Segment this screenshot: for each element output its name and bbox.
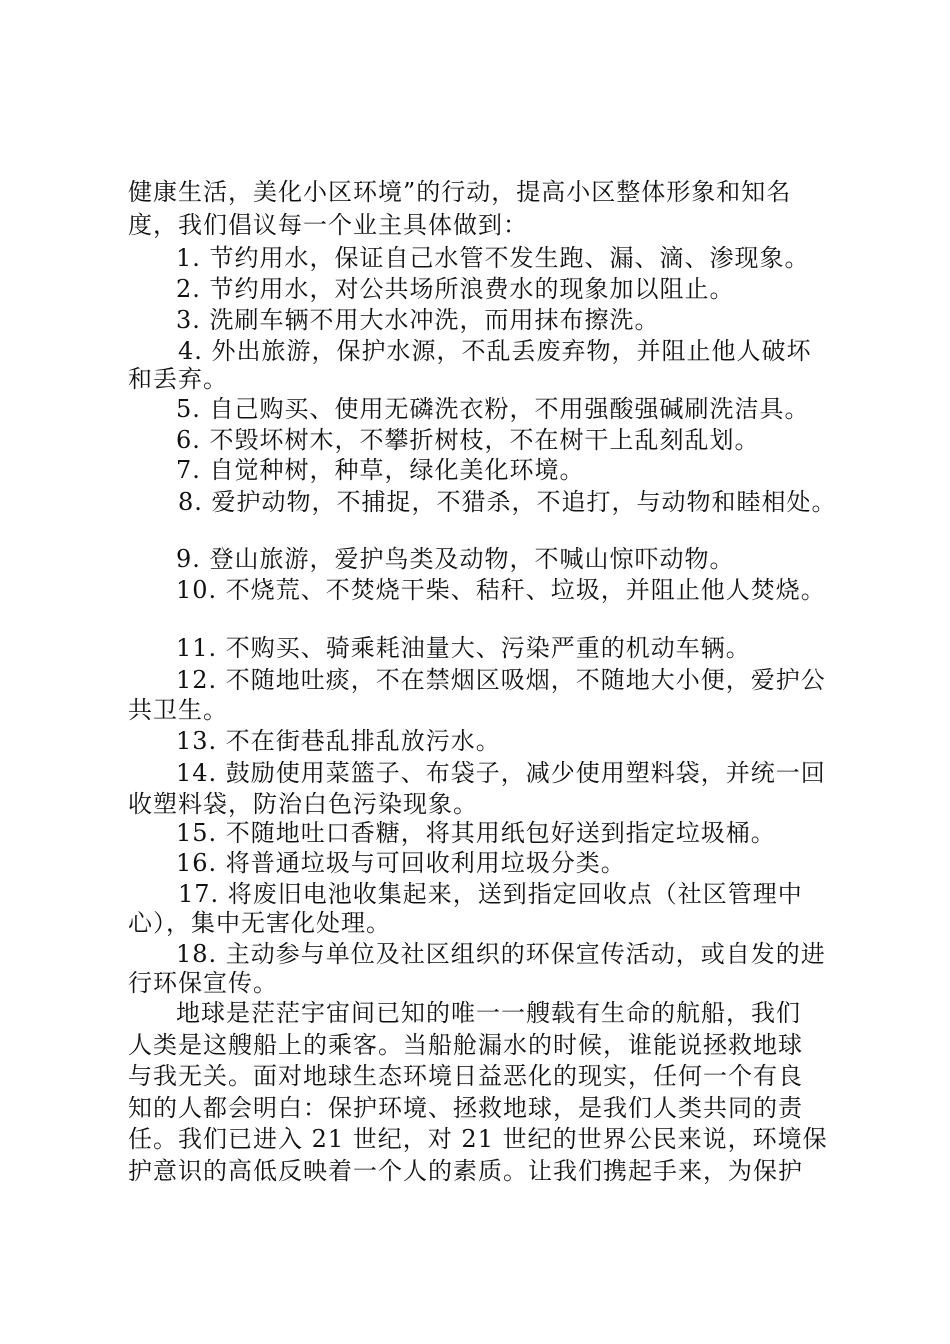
paragraph-line: 任。我们已进入 21 世纪，对 21 世纪的世界公民来说，环境保 bbox=[128, 1125, 828, 1153]
paragraph-line: 护意识的高低反映着一个人的素质。让我们携起手来，为保护 bbox=[128, 1157, 803, 1185]
paragraph-line: 人类是这艘船上的乘客。当船舱漏水的时候，谁能说拯救地球 bbox=[128, 1031, 803, 1059]
list-item: 13. 不在街巷乱排乱放污水。 bbox=[176, 727, 501, 755]
text-line: 心），集中无害化处理。 bbox=[128, 909, 391, 937]
list-item: 16. 将普通垃圾与可回收利用垃圾分类。 bbox=[176, 849, 626, 877]
list-item: 7. 自觉种树，种草，绿化美化环境。 bbox=[176, 456, 585, 484]
text-line: 度，我们倡议每一个业主具体做到： bbox=[128, 211, 528, 239]
list-item: 4. 外出旅游，保护水源，不乱丢废弃物，并阻止他人破坏 bbox=[178, 337, 812, 365]
text-line: 共卫生。 bbox=[128, 696, 228, 724]
text-line: 和丢弃。 bbox=[128, 365, 228, 393]
list-item: 6. 不毁坏树木，不攀折树枝，不在树干上乱刻乱划。 bbox=[176, 426, 760, 454]
list-item: 2. 节约用水，对公共场所浪费水的现象加以阻止。 bbox=[176, 275, 735, 303]
paragraph-line: 地球是茫茫宇宙间已知的唯一一艘载有生命的航船，我们 bbox=[176, 999, 801, 1027]
list-item: 3. 洗刷车辆不用大水冲洗，而用抹布擦洗。 bbox=[176, 306, 660, 334]
list-item: 18. 主动参与单位及社区组织的环保宣传活动，或自发的进 bbox=[176, 940, 826, 968]
list-item: 11. 不购买、骑乘耗油量大、污染严重的机动车辆。 bbox=[176, 634, 751, 662]
text-line: 行环保宣传。 bbox=[128, 969, 278, 997]
list-item: 9. 登山旅游，爱护鸟类及动物，不喊山惊吓动物。 bbox=[176, 545, 735, 573]
list-item: 8. 爱护动物，不捕捉，不猎杀，不追打，与动物和睦相处。 bbox=[178, 488, 837, 516]
list-item: 10. 不烧荒、不焚烧干柴、秸秆、垃圾，并阻止他人焚烧。 bbox=[176, 576, 826, 604]
paragraph-line: 知的人都会明白：保护环境、拯救地球，是我们人类共同的责 bbox=[128, 1094, 803, 1122]
text-line: 健康生活，美化小区环境”的行动，提高小区整体形象和知名 bbox=[128, 178, 792, 206]
list-item: 14. 鼓励使用菜篮子、布袋子，减少使用塑料袋，并统一回 bbox=[176, 759, 826, 787]
list-item: 5. 自己购买、使用无磷洗衣粉，不用强酸强碱刷洗洁具。 bbox=[176, 395, 810, 423]
paragraph-line: 与我无关。面对地球生态环境日益恶化的现实，任何一个有良 bbox=[128, 1062, 803, 1090]
list-item: 17. 将废旧电池收集起来，送到指定回收点（社区管理中 bbox=[178, 880, 803, 908]
list-item: 15. 不随地吐口香糖，将其用纸包好送到指定垃圾桶。 bbox=[176, 819, 776, 847]
list-item: 12. 不随地吐痰，不在禁烟区吸烟，不随地大小便，爱护公 bbox=[176, 666, 826, 694]
text-line: 收塑料袋，防治白色污染现象。 bbox=[128, 790, 478, 818]
list-item: 1. 节约用水，保证自己水管不发生跑、漏、滴、渗现象。 bbox=[176, 244, 810, 272]
